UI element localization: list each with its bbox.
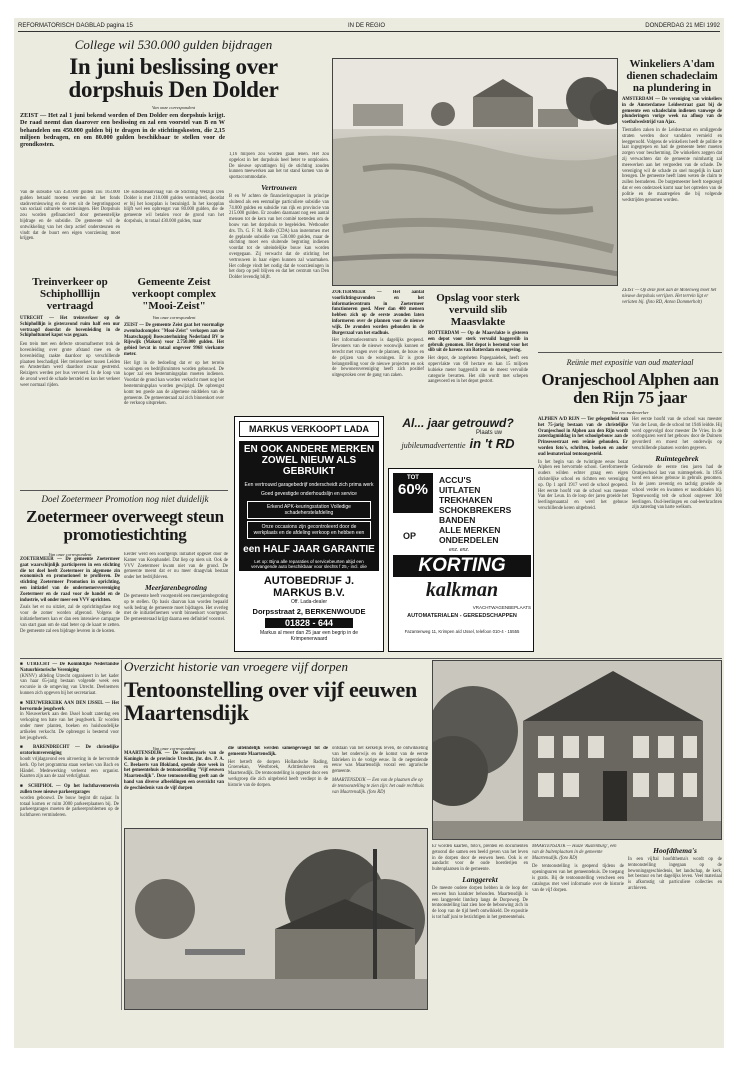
article-body-text: De meeste oudere dorpen hebben in de loop der eeuwen hun karakter behouden. Maartensdijk is een langgerekt lintdorp langs de Dorpsweg. De tentoonstelling laat zien hoe de bebouwing zich in de loop van de tijd heeft ontwikkeld. De expositie is tot half juni te bezichtigen in het gemeentehuis.	[432, 885, 528, 920]
news-brief-body: (KNNV) afdeling Utrecht organiseert in het kader van haar 65-jarig bestaan volgende week een excursie in de omgeving van Utrecht. Deelnemers kunnen zich opgeven bij het secretariaat.	[20, 673, 119, 696]
ad-kalkman-address: Fazantenweg 11, Krimpen a/d IJssel, telefoon 010-4 - 15555	[404, 629, 520, 634]
ad-address: Dorpsstraat 2, BERKENWOUDE	[252, 607, 366, 616]
ad-jubileum	[388, 416, 528, 464]
article-byline: Van onze correspondent	[151, 105, 196, 110]
article-maartensdijk-col6	[628, 844, 722, 1014]
newspaper-page	[14, 18, 724, 1048]
article-headline: Gemeente Zeist verkoopt complex "Mooi-Zeist"	[131, 276, 216, 312]
article-oranjeschool	[538, 358, 722, 658]
news-brief-title: ■ NIEUWERKERK AAN DEN IJSSEL — Het hervormde jeugdwerk	[20, 700, 119, 712]
ad-kalkman-item: TREKHAKEN	[439, 495, 493, 505]
article-body-text: Er worden kaarten, foto's, prenten en documenten getoond die samen een beeld geven van het leven in de dorpen door de eeuwen heen. Ook is er aandacht voor de oude boerderijen en buitenplaatsen in de gemeente.	[432, 844, 528, 873]
article-body-text: In een vijftal hoofdthema's wordt op de tentoonstelling ingegaan op de bewoningsgeschiedenis, het landschap, de kerk, het bestuur en het dagelijks leven. Veel materiaal is afkomstig uit particuliere collecties en archieven.	[628, 857, 722, 891]
news-briefs	[20, 662, 119, 1012]
article-kicker: Doel Zoetermeer Promotion nog niet duidelijk	[41, 494, 209, 504]
article-lead: ZEIST — Het zal 1 juni bekend worden of Den Dolder een dorpshuis krijgt. De raad neemt dan daarover een beslissing en zal een voorstel van B en W behandelen om 450.000 gulden bij te dragen in de stichtingskosten, die 2,15 miljoen bedragen, en om 80.000 gulden beschikbaar te stellen voor de grondkosten.	[20, 112, 225, 149]
ad-kalkman-korting: KORTING	[393, 555, 531, 577]
article-body-col3	[229, 152, 329, 410]
ad-footer: Markus al meer dan 25 jaar een begrip in de Krimpenerwaard	[259, 630, 359, 642]
article-lead: ZOETERMEER — De gemeente Zoetermeer gaat waarschijnlijk participeren in een stichting die tot doel heeft Zoetermeer in algemene zin economisch en promotioneel te profileren. De stichting Zoetermeer Promotion in oprichting, een initiatief van de ondernemersvereniging Zoetermeer en de raad voor de handel en de industrie, wil onder meer een VVV oprichten.	[20, 557, 120, 603]
article-body-text: Een trein met een defecte stroomafnemer trok de bovenleiding over grote afstand mee en de bovenleiding raakte daardoor op verschillende plaatsen beschadigd. Het treinverkeer tussen Leiden en Amsterdam werd daardoor zwaar gestremd. Reizigers werden per bus vervoerd. In de loop van de avond werd de schade hersteld en kon het verkeer weer normaal rijden.	[20, 342, 120, 388]
news-brief-title: ■ BARENDRECHT — De christelijke oratoriumvereniging	[20, 745, 119, 757]
article-headline: Opslag voor sterk vervuild slib Maasvlakte	[436, 292, 520, 328]
ad-dealer: Off. Lada-dealer	[290, 599, 328, 605]
article-headline: Winkeliers A'dam dienen schadeclaim na plundering in	[626, 58, 718, 94]
article-body-text: Gedurende de eerste tien jaren had de Oranjeschool last van ruimtegebrek. In 1956 werd een nieuw gebouw in gebruik genomen. In de jaren zeventig en tachtig groeide de school verder en kwamen er noodlokalen bij. Tegenwoordig telt de school ongeveer 300 leerlingen. Oud-leerlingen en oud-leerkrachten zijn zaterdag van harte welkom.	[632, 464, 722, 511]
ad-line: Een vertrouwd garagebedrijf onderscheidt zich prima werk	[239, 480, 379, 490]
article-subhead: Meerjarenbegroting	[144, 582, 208, 592]
divider	[20, 658, 722, 659]
photo-caption: MAARTENSDIJK — Een van de plaatsen die op de tentoonstelling te zien zijn: het oude rechthuis van Maartensdijk. (foto RD)	[332, 777, 424, 795]
ad-kalkman-item: BANDEN	[439, 515, 476, 525]
article-headline: Tentoonstelling over vijf eeuwen Maartensdijk	[124, 677, 417, 725]
article-promotion-col1	[20, 552, 120, 652]
photo-caption: MAARTENSDIJK — Huize 'Rustenburg', een van de buitenplaatsen in de gemeente Maartensdijk. (foto RD)	[532, 844, 617, 861]
article-byline: Van onze correspondent	[152, 746, 196, 751]
article-maartensdijk-col1	[124, 746, 224, 826]
divider	[538, 352, 722, 353]
ad-guarantee: een HALF JAAR GARANTIE	[239, 542, 379, 557]
ad-box-text: Erkend APK-keuringsstation Volledige schadeherstelafdeling	[247, 501, 371, 519]
divider	[20, 490, 228, 491]
ad-kalkman-item: UITLATEN	[439, 485, 481, 495]
ad-kalkman-item: SCHOKBREKERS	[439, 505, 512, 515]
news-brief	[20, 784, 119, 819]
ad-kalkman-name: kalkman	[425, 579, 499, 601]
article-mooi-zeist	[124, 276, 224, 488]
article-subhead: Ruimtegebrek	[655, 453, 699, 463]
article-lead: ZOETERMEER — Het aantal voorlichtingsavonden en het informatiecentrum in Zoetermeer functioneren goed. Meer dan 400 mensen hebben zich op de eerste avonden laten informeren over de plannen voor de nieuwe wijk. De avonden worden gehouden in de Burgerzaal van het stadhuis.	[332, 290, 424, 336]
ad-markus-lada	[234, 416, 384, 652]
news-brief-body: houdt vrijdagavond een uitvoering in de hervormde kerk. Op het programma staan werken van Bach en Händel. Medewerking verleent een organist. Kaarten zijn aan de zaal verkrijgbaar.	[20, 756, 119, 780]
ad-box	[239, 498, 379, 542]
article-kicker: Overzicht historie van vroegere vijf dorpen	[124, 660, 348, 674]
ad-kalkman-op: OP	[403, 531, 417, 541]
photo-village	[124, 828, 428, 1010]
ad-tagline: EN OOK ANDERE MERKEN ZOWEL NIEUW ALS GEBRUIKT	[239, 441, 379, 480]
news-brief-body: worden gebouwd. De bouw begint dit najaar. In totaal komen er ruim 2000 parkeerplaatsen bij. De parkeergarages moeten de parkeerproblemen op de luchthaven verminderen.	[20, 795, 119, 819]
ad-jubileum-text: jubileumadvertentie	[401, 441, 466, 450]
article-promotion-head	[20, 494, 230, 552]
ad-kalkman-line: AUTOMATERIALEN - GEREEDSCHAPPEN	[407, 613, 517, 619]
article-winkeliers	[622, 58, 722, 286]
ad-jubileum-text: Plaats uw	[475, 430, 502, 436]
photo-village-image	[125, 829, 428, 1010]
article-headline: In juni beslissing over dorpshuis Den Dolder	[68, 54, 279, 102]
article-trein	[20, 276, 120, 488]
article-byline: Van een medewerker	[611, 410, 649, 415]
ad-jubileum-title: Al... jaar getrouwd?	[402, 416, 514, 430]
article-headline: Treinverkeer op Schipholllijn vertraagd	[32, 276, 108, 312]
article-body-text: Het eerste hoofd van de school was meester Van der Leun, die de school tot 1946 leidde. Hij werd opgevolgd door meester De Vries. In de oorlogsjaren werd het gebouw door de Duitsers gevorderd en moest het onderwijs op verschillende plaatsen worden gegeven.	[632, 417, 722, 451]
masthead-date: DONDERDAG 21 MEI 1992	[645, 23, 720, 29]
article-maartensdijk-col2	[228, 746, 328, 826]
article-maartensdijk-col4	[432, 844, 528, 1014]
article-zoetermeer-info	[332, 290, 424, 410]
article-promotion-col2	[124, 552, 228, 652]
article-kicker: Reünie met expositie van oud materiaal	[566, 358, 694, 367]
masthead-section: IN DE REGIO	[348, 23, 386, 29]
ad-title: MARKUS VERKOOPT LADA	[239, 421, 379, 437]
article-subhead: Hoofdthema's	[653, 846, 697, 855]
article-body-text: Tientallen zaken in de Leidsestraat en omliggende straten werden door vandalen vernield en leeggeroofd. Volgens de winkeliers heeft de politie te laat ingegrepen en had de gemeente beter moeten zorgen voor bescherming. De winkeliers zeggen dat zij verwachten dat de gemeente ruimhartig zal meewerken aan het vergoeden van de schade. De vereniging wil de schade zo snel mogelijk in kaart brengen. De gemeente heeft laten weten de claim te zullen bestuderen. De burgemeester heeft toegezegd dat er een onderzoek komt naar het optreden van de politie en de maatregelen die bij volgende wedstrijden genomen worden.	[622, 127, 722, 203]
article-body-text: ontstaan van het kerkelijk leven, de ontwikkeling van het onderwijs en de komst van de eerste fabrieken in de vorige eeuw. In de negentiende eeuw was Maartensdijk vooral een agrarische gemeente.	[332, 746, 428, 775]
photo-rustenburg	[432, 660, 722, 840]
article-body-text: Het ligt in de bedoeling dat er op het terrein woningen en bedrijfsruimten worden gebouwd. De koper zal een bestemmingsplan moeten indienen. Voordat de grond kan worden verkocht moet nog het bestemmingsplan worden gewijzigd. De opbrengst komt ten goede aan de algemene middelen van de gemeente. De gemeenteraad zal zich binnenkort over de verkoop uitspreken.	[124, 360, 224, 407]
article-body-text: Het depot, de zogeheten Papegaaiebek, heeft een oppervlakte van 60 hectare en kan 15 miljoen kubieke meter baggerslib van de meest vervuilde categorie bevatten. Het slib wordt met schepen aangevoerd en in het depot gestort.	[428, 356, 528, 385]
article-body-text: B en W achten de financieringsopzet in principe sluitend als een eenmalige particuliere subsidie van 74.000 gulden en subsidie van rijk en provincie van 215.000 gulden. Er zouden daarnaast nog een aantal mensen tot de kern van het comité toetreden om de bouw van het dorpshuis te begeleiden. Wethouder drs. Th. G. F. M. Rolfe (CDA) kan instemmen met de geplande subsidie van 530.000 gulden, maar de stichting moet een sluitende begroting indienen voordat tot de uiteindelijke bouw kan worden overgegaan. Zij verwacht dat de stichting het vertrouwen in haar eigen kunnen zal waarmaken. Het college vindt het nodig dat de voorzieningen in het dorp op peil blijven en dat het centrum van Den Dolder levendig blijft.	[229, 193, 329, 281]
article-subhead: Langgerekt	[462, 874, 498, 884]
ad-kalkman-items	[439, 475, 531, 545]
ad-jubileum-brand: in 't RD	[469, 436, 515, 451]
article-lead: ROTTERDAM — Op de Maasvlakte is gisteren een depot voor sterk vervuild baggerslib in gebruik genomen. Het depot is bestemd voor het slib uit de havens van Rotterdam en omgeving.	[428, 331, 528, 354]
news-brief-title: ■ SCHIPHOL — Op het luchthaventerrein zullen twee nieuwe parkeergarages	[20, 784, 119, 795]
article-body-col2: De subsidieaanvraag van de Stichting Welzijn Den Dolder is met 210.000 gulden verminderd, doordat er bij het koopplan is bezuinigd. In het koopplan blijft wel een opbrengst van 80.000 gulden, die de gemeente wil betalen voor de grond van het dorpshuis, in totaal 430.000 gulden, maar	[124, 190, 224, 224]
article-body-text: Zoals het er nu uitziet, zal de oprichtingsfase nog voor de zomer worden afgerond. Volgens de initiatiefnemers kan er dan een intensieve campagne van start gaan om de stad beter op de kaart te zetten. De gemeente zal een bijdrage leveren in de kosten.	[20, 605, 120, 634]
ad-kalkman-pct: 60%	[397, 481, 429, 498]
article-headline: Zoetermeer overweegt steun promotiestichting	[26, 507, 224, 544]
article-body-text: De gemeente heeft voorgesteld een meerjarenbegroting op te stellen. Op basis daarvan kan worden bepaald welk bedrag de gemeente moet bijdragen. Het overleg met de initiatiefnemers wordt binnenkort voortgezet. De gemeenteraad krijgt daarna een definitief voorstel.	[124, 593, 228, 623]
news-brief	[20, 701, 119, 742]
masthead-left: REFORMATORISCH DAGBLAD pagina 15	[18, 23, 133, 29]
ad-kalkman	[388, 468, 534, 652]
article-body-text: 1,16 miljoen zou worden gaan lenen. Het zou opgelost in het dorpshuis heel beter te ontplooien. De nieuwe opvattingen bij de stichting zouden kunnen meewerken aan het tot stand komen van de sportaccommodatie.	[229, 152, 329, 181]
news-brief-title: ■ UTRECHT — De Koninklijke Nederlandse Natuurhistorische Vereniging	[20, 662, 119, 673]
article-maartensdijk-col3	[332, 746, 428, 826]
ad-kalkman-tot: TOT	[407, 475, 419, 481]
article-kicker: College wil 530.000 gulden bijdragen	[74, 38, 273, 52]
ad-kalkman-etc: enz. enz.	[449, 547, 470, 553]
ad-company-name: AUTOBEDRIJF J. MARKUS B.V.	[263, 575, 355, 599]
ad-kalkman-item: ALLE MERKEN	[439, 525, 501, 535]
article-body-text: Eerder werd een soortgelijk initiatief opgezet door de Kamer van Koophandel. Dat liep op niets uit. Ook de VVV Zoetermeer kwam niet van de grond. De gemeente meent dat er nu meer draagvlak bestaat onder het bedrijfsleven.	[124, 552, 228, 581]
article-body-text: De tentoonstelling is geopend tijdens de openingsuren van het gemeentehuis. De toegang is gratis. Bij de tentoonstelling verscheen een catalogus met veel informatie over de historie van de vijf dorpen.	[532, 864, 624, 893]
divider	[121, 660, 122, 1010]
photo-building-site-image	[333, 59, 618, 286]
ad-kalkman-sub: VRACHTWAGENBEPLAATS	[472, 605, 531, 610]
article-maartensdijk-col5	[532, 844, 624, 1014]
article-body-text: Het betreft de dorpen Hollandsche Rading, Groenekan, Westbroek, Achttienhoven en Maartensdijk. De tentoonstelling is opgezet door een werkgroep die zich uitgebreid heeft verdiept in de historie van de dorpen.	[228, 759, 328, 788]
article-maartensdijk-head	[124, 660, 428, 740]
photo-rustenburg-image	[433, 661, 722, 840]
article-slib	[428, 292, 528, 410]
article-lead: ALPHEN A/D RIJN — Ter gelegenheid van het 75-jarig bestaan van de christelijke Oranjeschool in Alphen aan den Rijn wordt zaterdagmiddag in het schoolgebouw aan de Prinsessestraat een reünie gehouden. Er worden foto's, schriften, boeken en ander oud lesmateriaal tentoongesteld.	[538, 417, 628, 457]
news-brief-body: in Nieuwerkerk aan den IJssel houdt zaterdag een verkoping ten bate van het jeugdwerk. Er worden onder meer planten, boeken en huishoudelijke artikelen verkocht. De opbrengst is bestemd voor het jeugdwerk.	[20, 712, 119, 741]
article-lead: AMSTERDAM — De vereniging van winkeliers in de Amsterdamse Leidsestraat gaat bij de gemeente een schadeclaim indienen vanwege de plunderingen vorige week na afloop van de voetbalwedstrijd van Ajax.	[622, 97, 722, 126]
ad-kalkman-percent	[393, 473, 433, 513]
ad-kalkman-item: ONDERDELEN	[439, 535, 499, 545]
article-lead: MAARTENSDIJK — De commissaris van de Koningin in de provincie Utrecht, jhr. drs. P. A. C. Beelaerts van Blokland, opende deze week in het gemeentehuis de tentoonstelling "Vijf eeuwen Maartensdijk". Deze tentoonstelling geeft aan de hand van diverse afbeeldingen een overzicht van de geschiedenis van de vijf dorpen	[124, 751, 224, 791]
news-brief	[20, 662, 119, 697]
ad-box-text: Onze occasions zijn gecontroleerd door de werkplaats en de afdeling verkoop en hebben een	[247, 521, 371, 539]
masthead	[18, 22, 720, 32]
photo-building-site	[332, 58, 618, 286]
ad-line: Goed gevestigde onderhoudslijn en service	[239, 490, 379, 498]
ad-kalkman-item: ACCU'S	[439, 475, 472, 485]
article-headline: Oranjeschool Alphen aan den Rijn 75 jaar	[541, 370, 719, 407]
news-brief	[20, 745, 119, 780]
ad-phone: 01828 - 644	[265, 618, 353, 628]
ad-note: Let op: Bijna alle reparaties of servicebeurten altijd een vervangende auto beschikbaar voor slechts f 25,- incl. olie	[239, 557, 379, 571]
article-byline: Van onze correspondent	[152, 315, 196, 320]
article-lead: die uiteindelijk werden samengevoegd tot de gemeente Maartensdijk.	[228, 746, 328, 757]
article-lead: UTRECHT — Het treinverkeer op de Schipholllijn is gisteravond ruim half een uur vertraagd doordat de bovenleiding in de Schipholtunnel kapot was gegaan.	[20, 316, 120, 339]
photo-building-site-caption: ZEIST — Op deze plek aan de Molenweg moet het nieuwe dorpshuis verrijzen. Het terrein ligt er verlaten bij. (foto RD, Anton Dommerholt)	[622, 288, 717, 305]
article-byline: Van onze correspondent	[48, 552, 92, 557]
article-body-text: In het begin van de twintigste eeuw bezat Alphen een hervormde school. Gereformeerde ouders wilden echter graag een eigen christelijke school en richtten een vereniging op. Op 1 april 1917 werd de school geopend. Het eerste hoofd van de school was meester Van der Leun. In de loop der jaren groeide het leerlingenaantal en werd het gebouw verschillende keren uitgebreid.	[538, 459, 628, 511]
article-body-col1: Van de subsidie van 450.000 gulden zou 163.000 gulden betaald moeten worden uit het fonds stadsvernieuwing en de rest uit de begrotingspost van sociaal culturele voorzieningen. Het Dorpshuis zou worden gefinancierd door gemeentelijke bijdrage en de subsidie. De gemeente wil de ontwikkeling van het dorp actief ondersteunen en vindt dat de buurt een eigen voorziening moet krijgen.	[20, 190, 120, 242]
article-lead: ZEIST — De gemeente Zeist gaat het voormalige zwembadcomplex "Mooi-Zeist" verkopen aan de Maatschappij Boswaterhuizing Nederland BV te Rijswijk (Makon) voor 2.750.000 gulden. Het gebied bevat in totaal ongeveer 9968 vierkante meter.	[124, 323, 224, 357]
article-subhead: Vertrouwen	[261, 182, 297, 192]
article-body-text: Het informatiecentrum is dagelijks geopend. Bewoners van de nieuwe woonwijk kunnen er terecht met vragen over de plannen, de bouw en de prijzen van de woningen. Er is grote belangstelling voor de nieuwe projecten en ook de bewonersvereniging heeft zich positief uitgesproken over de gang van zaken.	[332, 338, 424, 379]
